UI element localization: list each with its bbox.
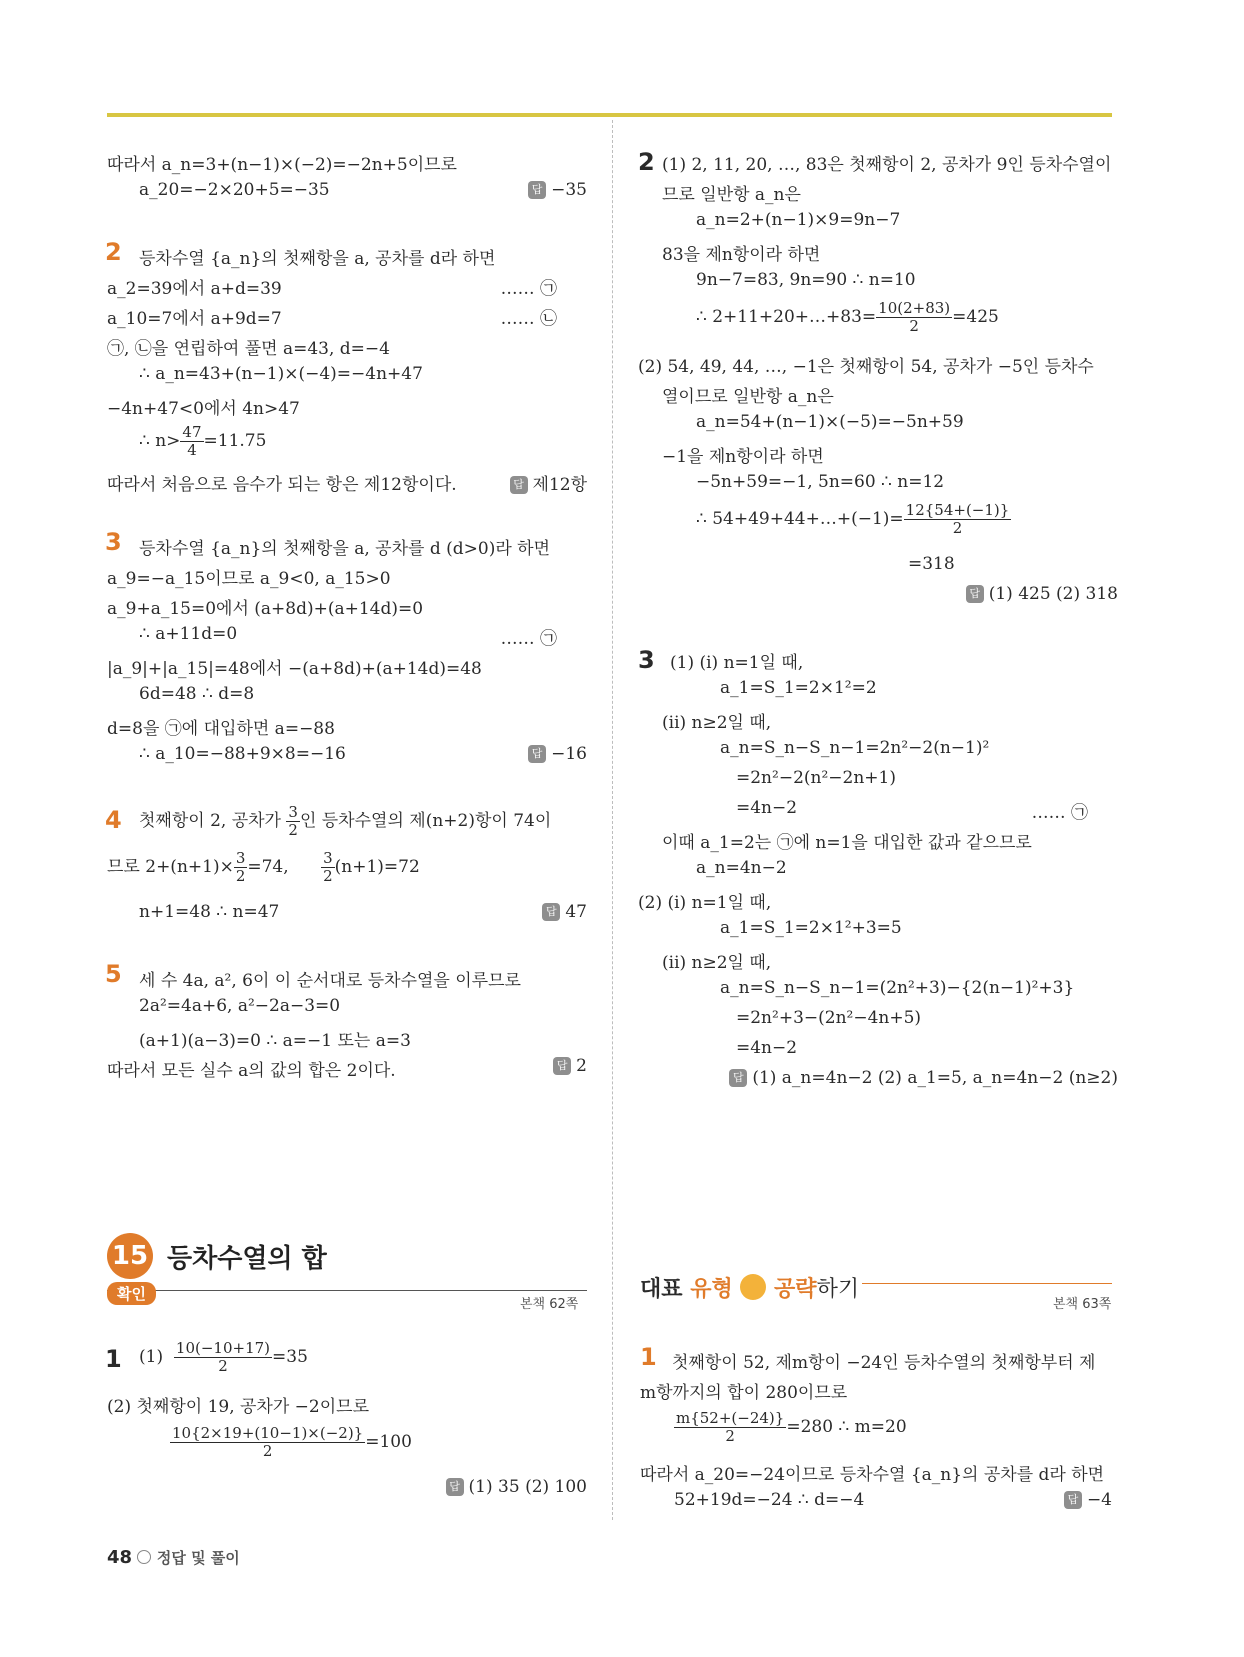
text-line: 83을 제n항이라 하면 xyxy=(662,245,821,265)
footer-label: 정답 및 풀이 xyxy=(156,1549,240,1567)
text-line: 따라서 a_n=3+(n−1)×(−2)=−2n+5이므로 xyxy=(107,155,457,175)
answer-value: 제12항 xyxy=(532,475,587,495)
text-fragment: =100 xyxy=(365,1432,412,1452)
fraction-line xyxy=(139,424,266,459)
answer-line xyxy=(528,744,587,764)
text-fragment: (n+1)=72 xyxy=(334,857,420,877)
text-line: 따라서 모든 실수 a의 값의 합은 2이다. xyxy=(107,1061,396,1081)
numerator: 3 xyxy=(235,849,246,867)
answer-line xyxy=(1064,1490,1112,1510)
answer-line xyxy=(542,902,587,922)
problem-number: 4 xyxy=(105,806,122,834)
fraction-line xyxy=(139,1340,308,1375)
answer-line xyxy=(510,470,587,495)
equation-marker: …… ㉠ xyxy=(1031,803,1088,823)
denominator: 2 xyxy=(218,1357,228,1375)
text-line: ∴ a_10=−88+9×8=−16 xyxy=(139,744,346,764)
numerator: 12{54+(−1)} xyxy=(905,501,1010,519)
answer-value: (1) a_n=4n−2 (2) a_1=5, a_n=4n−2 (n≥2) xyxy=(752,1068,1118,1088)
text-line: 9n−7=83, 9n=90 ∴ n=10 xyxy=(696,270,916,290)
answer-badge: 답 xyxy=(729,1069,747,1087)
answer-line xyxy=(528,180,587,200)
text-line: a_9+a_15=0에서 (a+8d)+(a+14d)=0 xyxy=(107,599,424,619)
fraction xyxy=(286,804,300,839)
text-line: a_2=39에서 a+d=39 xyxy=(107,279,282,299)
equation-marker: …… ㉡ xyxy=(500,309,557,329)
page-number: 48 xyxy=(107,1547,133,1568)
text-line: 열이므로 일반항 a_n은 xyxy=(662,387,834,407)
fraction-line xyxy=(107,850,420,885)
text-line: 세 수 4a, a², 6이 이 순서대로 등차수열을 이루므로 xyxy=(139,971,521,991)
text-fragment: =280 ∴ m=20 xyxy=(786,1417,907,1437)
problem-number: 1 xyxy=(640,1343,657,1371)
header-word: 대표 xyxy=(640,1277,683,1302)
text-line: (1) 2, 11, 20, …, 83은 첫째항이 2, 공차가 9인 등차수열이 xyxy=(662,155,1112,175)
page-reference: 본책 62쪽 xyxy=(520,1297,579,1312)
text-fragment: =74, xyxy=(247,857,289,877)
answer-value: −4 xyxy=(1086,1490,1112,1510)
text-fragment: ∴ 2+11+20+…+83= xyxy=(696,307,877,327)
fraction xyxy=(904,502,1012,537)
answer-badge: 답 xyxy=(553,1057,571,1075)
text-line: a_1=S_1=2×1²=2 xyxy=(720,678,877,698)
denominator: 2 xyxy=(323,867,333,885)
text-line: 첫째항이 52, 제m항이 −24인 등차수열의 첫째항부터 제 xyxy=(672,1353,1096,1373)
denominator: 2 xyxy=(262,1442,273,1460)
problem-number: 3 xyxy=(105,528,122,556)
fraction xyxy=(876,300,952,335)
section-rule xyxy=(107,1290,587,1291)
answer-line xyxy=(553,1056,587,1076)
text-fragment: 므로 2+(n+1)× xyxy=(107,857,234,877)
text-line: 2a²=4a+6, a²−2a−3=0 xyxy=(139,996,341,1016)
text-line: a_n=4n−2 xyxy=(696,858,787,878)
header-word: 공략 xyxy=(774,1277,817,1302)
text-line: 52+19d=−24 ∴ d=−4 xyxy=(674,1490,865,1510)
denominator: 2 xyxy=(235,867,246,885)
text-line: =2n²+3−(2n²−4n+5) xyxy=(736,1008,922,1028)
text-line: (ii) n≥2일 때, xyxy=(662,953,772,973)
text-line: n+1=48 ∴ n=47 xyxy=(139,902,280,922)
denominator: 2 xyxy=(725,1427,735,1445)
problem-number: 3 xyxy=(638,646,655,674)
answer-line xyxy=(729,1068,1118,1088)
text-line: 따라서 처음으로 음수가 되는 항은 제12항이다. xyxy=(107,475,457,495)
bullet-icon xyxy=(137,1550,151,1564)
numerator: 10(−10+17) xyxy=(175,1339,271,1357)
text-line: −5n+59=−1, 5n=60 ∴ n=12 xyxy=(696,472,945,492)
numerator: 10{2×19+(10−1)×(−2)} xyxy=(172,1424,364,1442)
text-line: 따라서 a_20=−24이므로 등차수열 {a_n}의 공차를 d라 하면 xyxy=(640,1465,1105,1485)
text-fragment: 첫째항이 2, 공차가 xyxy=(139,811,281,831)
header-word: 하기 xyxy=(816,1277,860,1302)
page-reference: 본책 63쪽 xyxy=(1053,1297,1112,1312)
numerator: 47 xyxy=(182,423,202,441)
fraction-line xyxy=(139,804,551,839)
fraction xyxy=(234,850,248,885)
denominator: 4 xyxy=(187,441,197,459)
fraction xyxy=(674,1410,786,1445)
problem-number: 2 xyxy=(105,238,122,266)
answer-value: −16 xyxy=(551,744,587,764)
header-word: 유형 xyxy=(690,1277,733,1302)
text-line: (2) (i) n=1일 때, xyxy=(638,893,772,913)
text-line: =4n−2 xyxy=(736,1038,798,1058)
text-line: (2) 54, 49, 44, …, −1은 첫째항이 54, 공차가 −5인 등차수 xyxy=(638,357,1094,377)
text-line: −1을 제n항이라 하면 xyxy=(662,447,824,467)
text-line: (a+1)(a−3)=0 ∴ a=−1 또는 a=3 xyxy=(139,1031,411,1051)
text-fragment: =425 xyxy=(952,307,999,327)
top-accent-bar xyxy=(107,113,1112,117)
fraction xyxy=(180,424,203,459)
text-line: ㉠, ㉡을 연립하여 풀면 a=43, d=−4 xyxy=(107,339,390,359)
text-fragment: =35 xyxy=(272,1347,308,1367)
text-line: (ii) n≥2일 때, xyxy=(662,713,772,733)
text-line: a_20=−2×20+5=−35 xyxy=(139,180,330,200)
section-header-daepyo xyxy=(640,1272,859,1303)
numerator: 3 xyxy=(323,849,333,867)
answer-value: −35 xyxy=(551,180,587,200)
text-line: 이때 a_1=2는 ㉠에 n=1을 대입한 값과 같으므로 xyxy=(662,833,1032,853)
numerator: 3 xyxy=(288,803,298,821)
text-line: =318 xyxy=(908,554,955,574)
text-fragment: ∴ n> xyxy=(139,431,181,451)
text-line: 등차수열 {a_n}의 첫째항을 a, 공차를 d라 하면 xyxy=(139,249,496,269)
text-line: a_n=S_n−S_n−1=2n²−2(n−1)² xyxy=(720,738,990,758)
text-line: m항까지의 합이 280이므로 xyxy=(640,1383,848,1403)
text-fragment: =11.75 xyxy=(203,431,267,451)
answer-badge: 답 xyxy=(1064,1491,1082,1509)
problem-number: 1 xyxy=(105,1345,122,1373)
denominator: 2 xyxy=(952,519,963,537)
problem-number: 2 xyxy=(638,148,655,176)
problem-number: 5 xyxy=(105,960,122,988)
text-line: 므로 일반항 a_n은 xyxy=(662,185,801,205)
fraction-line xyxy=(674,1410,907,1445)
equation-marker: …… ㉠ xyxy=(500,279,557,299)
answer-badge: 답 xyxy=(542,903,560,921)
numerator: 10(2+83) xyxy=(878,299,951,317)
answer-line xyxy=(966,584,1118,604)
text-line: a_n=2+(n−1)×9=9n−7 xyxy=(696,210,901,230)
text-line: =2n²−2(n²−2n+1) xyxy=(736,768,896,788)
answer-value: 47 xyxy=(565,902,587,922)
check-pill: 확인 xyxy=(107,1282,156,1305)
text-line: a_n=54+(n−1)×(−5)=−5n+59 xyxy=(696,412,964,432)
text-line: −4n+47<0에서 4n>47 xyxy=(107,399,300,419)
text-line: =4n−2 xyxy=(736,798,798,818)
section-title: 등차수열의 합 xyxy=(167,1244,327,1274)
section-rule xyxy=(862,1283,1112,1284)
fraction-line xyxy=(696,502,1011,537)
answer-badge: 답 xyxy=(528,745,546,763)
text-line: |a_9|+|a_15|=48에서 −(a+8d)+(a+14d)=48 xyxy=(107,659,482,679)
denominator: 2 xyxy=(288,821,298,839)
text-line: d=8을 ㉠에 대입하면 a=−88 xyxy=(107,719,335,739)
fraction xyxy=(321,850,335,885)
answer-badge: 답 xyxy=(510,476,528,494)
text-line: 6d=48 ∴ d=8 xyxy=(139,684,255,704)
text-line: ∴ a+11d=0 xyxy=(139,624,238,644)
fraction-line xyxy=(696,300,999,335)
answer-value: (1) 425 (2) 318 xyxy=(988,584,1118,604)
mascot-icon xyxy=(740,1274,766,1300)
text-line: (2) 첫째항이 19, 공차가 −2이므로 xyxy=(107,1397,370,1417)
answer-badge: 답 xyxy=(966,585,984,603)
answer-line xyxy=(446,1477,587,1497)
text-line: 등차수열 {a_n}의 첫째항을 a, 공차를 d (d>0)라 하면 xyxy=(139,539,551,559)
equation-marker: …… ㉠ xyxy=(500,629,557,649)
fraction xyxy=(174,1340,272,1375)
section-number-badge: 15 xyxy=(107,1233,153,1279)
answer-badge: 답 xyxy=(446,1478,464,1496)
answer-badge: 답 xyxy=(528,181,546,199)
text-line: ∴ a_n=43+(n−1)×(−4)=−4n+47 xyxy=(139,364,423,384)
text-fragment: (1) xyxy=(139,1347,164,1367)
numerator: m{52+(−24)} xyxy=(676,1409,785,1427)
column-divider xyxy=(612,120,613,1520)
text-line: a_n=S_n−S_n−1=(2n²+3)−{2(n−1)²+3} xyxy=(720,978,1075,998)
text-fragment: ∴ 54+49+44+…+(−1)= xyxy=(696,509,904,529)
fraction-line xyxy=(170,1425,412,1460)
answer-value: (1) 35 (2) 100 xyxy=(468,1477,587,1497)
text-line: a_1=S_1=2×1²+3=5 xyxy=(720,918,902,938)
page-footer xyxy=(107,1547,240,1568)
text-fragment: 인 등차수열의 제(n+2)항이 74이 xyxy=(299,811,552,831)
text-line: (1) (i) n=1일 때, xyxy=(670,653,804,673)
text-line: a_10=7에서 a+9d=7 xyxy=(107,309,282,329)
answer-value: 2 xyxy=(576,1056,587,1076)
denominator: 2 xyxy=(909,317,919,335)
fraction xyxy=(170,1425,365,1460)
text-line: a_9=−a_15이므로 a_9<0, a_15>0 xyxy=(107,569,391,589)
